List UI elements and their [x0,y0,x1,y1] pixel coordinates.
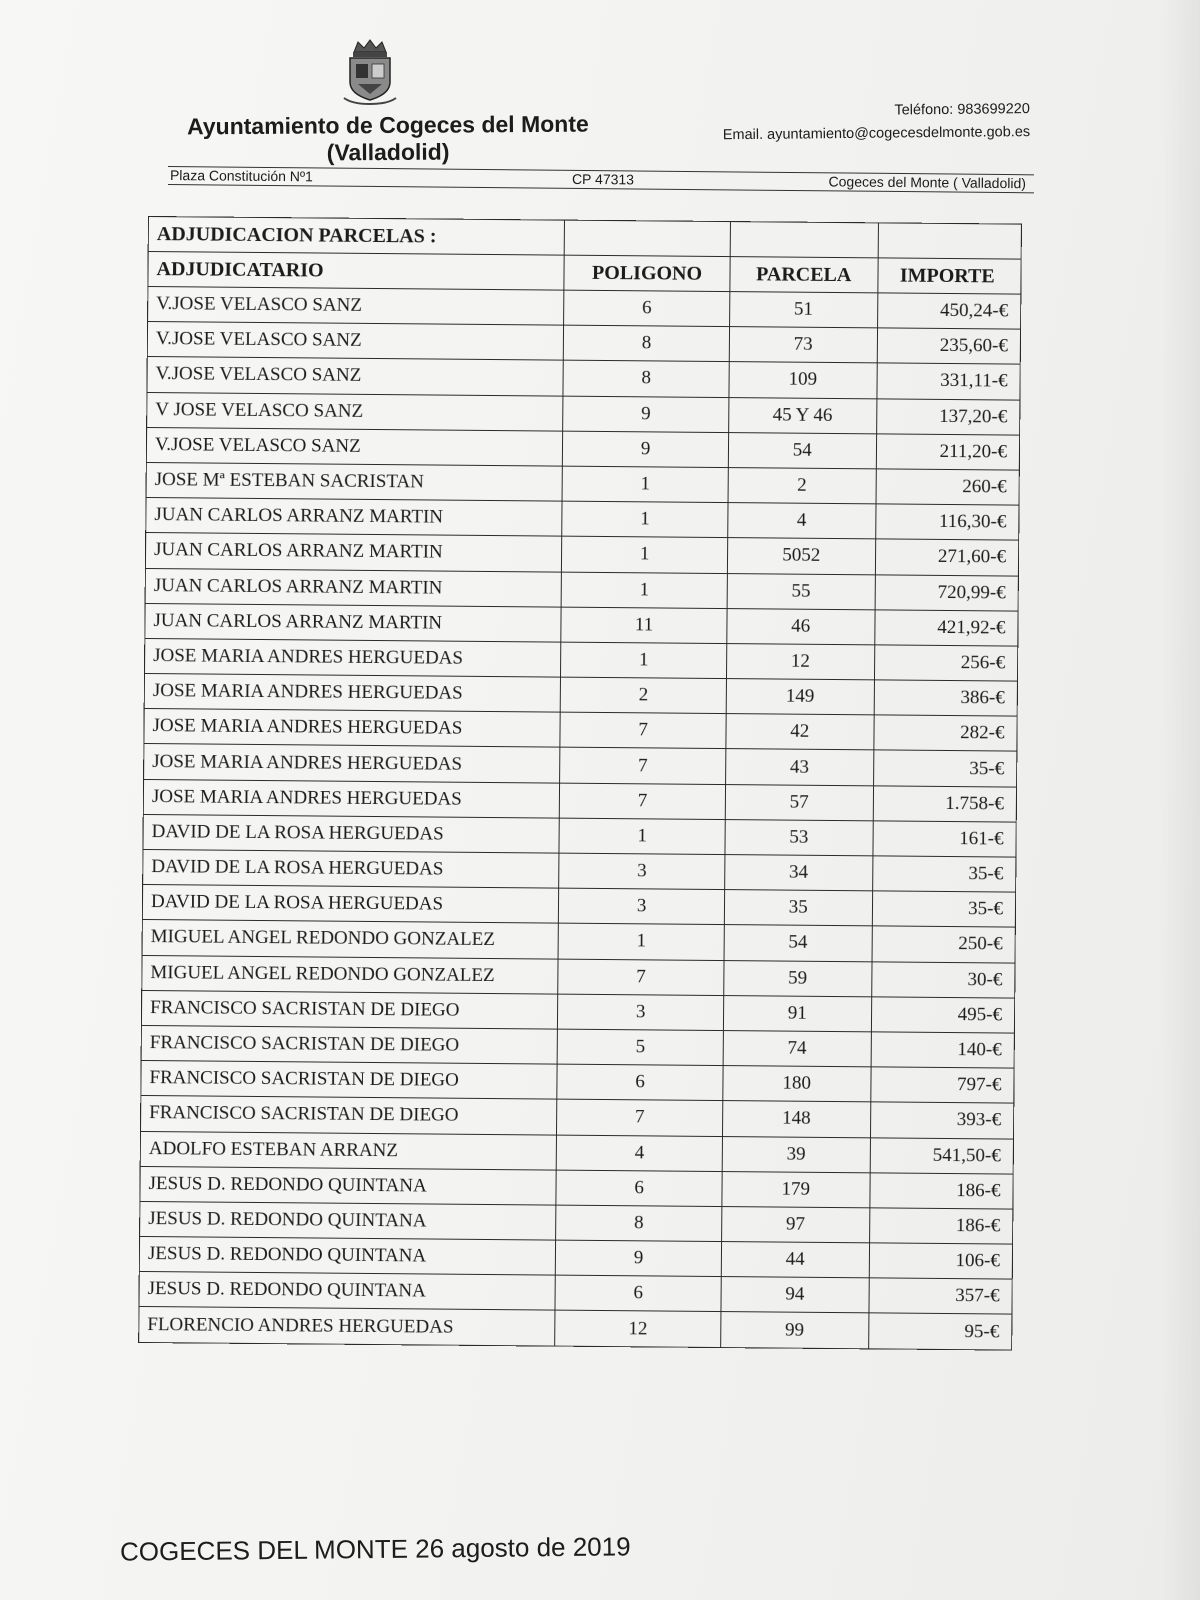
coat-of-arms-icon [338,38,402,106]
cell-poligono: 11 [561,607,727,644]
header-adjudicatario: ADJUDICATARIO [148,252,564,291]
cell-importe: 95-€ [868,1313,1012,1349]
cell-poligono: 7 [558,959,724,996]
cell-poligono: 1 [561,642,727,679]
cell-parcela: 99 [721,1312,869,1348]
page-shadow [1160,0,1200,1600]
cell-adjudicatario: FRANCISCO SACRISTAN DE DIEGO [141,990,557,1029]
place-and-date: COGECES DEL MONTE 26 agosto de 2019 [119,1531,631,1567]
cell-adjudicatario: FLORENCIO ANDRES HERGUEDAS [139,1307,555,1346]
cell-importe: 450,24-€ [877,293,1021,329]
cell-parcela: 39 [722,1136,870,1172]
cell-importe: 161-€ [872,821,1016,857]
cell-poligono: 1 [562,466,728,503]
cell-adjudicatario: FRANCISCO SACRISTAN DE DIEGO [141,1061,557,1100]
cell-importe: 35-€ [872,891,1016,927]
cell-adjudicatario: MIGUEL ANGEL REDONDO GONZALEZ [142,920,558,959]
cell-adjudicatario: DAVID DE LA ROSA HERGUEDAS [143,814,559,853]
cell-parcela: 5052 [727,538,875,574]
cell-poligono: 6 [555,1275,721,1312]
cell-parcela: 94 [721,1277,869,1313]
cell-parcela: 149 [726,679,874,715]
header-importe: IMPORTE [877,258,1021,294]
cell-adjudicatario: JUAN CARLOS ARRANZ MARTIN [145,533,561,572]
cell-parcela: 148 [722,1101,870,1137]
cell-poligono: 8 [556,1205,722,1242]
cell-poligono: 7 [560,748,726,785]
cell-importe: 393-€ [870,1102,1014,1138]
cell-poligono: 4 [556,1135,722,1172]
cell-adjudicatario: FRANCISCO SACRISTAN DE DIEGO [141,1096,557,1135]
cell-adjudicatario: JESUS D. REDONDO QUINTANA [139,1272,555,1311]
cell-importe: 256-€ [874,645,1018,681]
cell-adjudicatario: JOSE Mª ESTEBAN SACRISTAN [146,462,562,501]
cell-adjudicatario: V.JOSE VELASCO SANZ [147,322,563,361]
cell-poligono: 1 [562,501,728,538]
cell-importe: 541,50-€ [870,1137,1014,1173]
cell-poligono: 7 [557,1099,723,1136]
cell-parcela: 109 [729,362,877,398]
cell-poligono: 8 [563,361,729,398]
org-name-line2: (Valladolid) [326,138,450,166]
cell-parcela: 51 [730,292,878,328]
cell-parcela: 4 [728,503,876,539]
cell-importe: 260-€ [876,469,1020,505]
street-address: Plaza Constitución Nº1 [169,167,313,185]
cell-parcela: 44 [721,1242,869,1278]
cell-parcela: 57 [725,784,873,820]
header-poligono: POLIGONO [564,255,730,291]
cell-adjudicatario: FRANCISCO SACRISTAN DE DIEGO [141,1025,557,1064]
cell-adjudicatario: V.JOSE VELASCO SANZ [147,357,563,396]
adjudication-table [138,216,1022,1350]
cell-parcela: 54 [724,925,872,961]
cell-poligono: 3 [558,994,724,1031]
cell-parcela: 35 [724,890,872,926]
cell-importe: 495-€ [871,997,1015,1033]
cell-adjudicatario: V.JOSE VELASCO SANZ [148,287,564,326]
cell-adjudicatario: JOSE MARIA ANDRES HERGUEDAS [145,638,561,677]
cell-poligono: 7 [560,712,726,749]
cell-importe: 235,60-€ [877,328,1021,364]
cell-adjudicatario: JESUS D. REDONDO QUINTANA [140,1201,556,1240]
cell-adjudicatario: JUAN CARLOS ARRANZ MARTIN [146,498,562,537]
empty-cell [564,220,730,256]
cell-poligono: 1 [561,572,727,609]
cell-adjudicatario: V.JOSE VELASCO SANZ [146,427,562,466]
cell-importe: 106-€ [869,1243,1013,1279]
cell-importe: 186-€ [869,1208,1013,1244]
cell-poligono: 3 [559,853,725,890]
cell-adjudicatario: JOSE MARIA ANDRES HERGUEDAS [144,709,560,748]
cell-importe: 331,11-€ [876,363,1020,399]
cell-adjudicatario: JOSE MARIA ANDRES HERGUEDAS [144,674,560,713]
cell-parcela: 42 [726,714,874,750]
cell-poligono: 1 [562,536,728,573]
table-title: ADJUDICACION PARCELAS : [148,217,564,256]
adjudication-table-wrapper [138,216,1120,1351]
cell-importe: 35-€ [872,856,1016,892]
city-name: Cogeces del Monte ( Valladolid) [828,173,1027,192]
cell-adjudicatario: JUAN CARLOS ARRANZ MARTIN [145,568,561,607]
cell-importe: 271,60-€ [875,539,1019,575]
cell-parcela: 179 [722,1171,870,1207]
cell-parcela: 12 [726,643,874,679]
cell-adjudicatario: JESUS D. REDONDO QUINTANA [140,1166,556,1205]
cell-poligono: 8 [563,325,729,362]
email-text: Email. ayuntamiento@cogecesdelmonte.gob.es [722,124,1031,144]
cell-importe: 211,20-€ [876,434,1020,470]
header-parcela: PARCELA [730,257,878,293]
cell-poligono: 12 [555,1311,721,1348]
cell-importe: 282-€ [873,715,1017,751]
cell-importe: 30-€ [871,961,1015,997]
cell-parcela: 43 [726,749,874,785]
cell-importe: 140-€ [871,1032,1015,1068]
table-row [139,1307,1012,1350]
cell-importe: 720,99-€ [875,574,1019,610]
cell-importe: 186-€ [869,1173,1013,1209]
org-name-line1: Ayuntamiento de Cogeces del Monte [186,110,589,140]
cell-adjudicatario: DAVID DE LA ROSA HERGUEDAS [142,885,558,924]
cell-importe: 116,30-€ [875,504,1019,540]
cell-poligono: 6 [564,290,730,327]
cell-importe: 137,20-€ [876,398,1020,434]
cell-parcela: 59 [724,960,872,996]
cell-poligono: 5 [557,1029,723,1066]
cell-importe: 386-€ [874,680,1018,716]
cell-parcela: 54 [728,432,876,468]
cell-poligono: 2 [560,677,726,714]
cell-poligono: 6 [556,1170,722,1207]
cell-adjudicatario: JOSE MARIA ANDRES HERGUEDAS [143,779,559,818]
cell-parcela: 2 [728,468,876,504]
cell-poligono: 3 [558,888,724,925]
cell-parcela: 46 [727,608,875,644]
cell-parcela: 34 [725,855,873,891]
cell-parcela: 74 [723,1030,871,1066]
empty-cell [878,223,1022,259]
cell-adjudicatario: JOSE MARIA ANDRES HERGUEDAS [144,744,560,783]
cell-importe: 797-€ [870,1067,1014,1103]
cell-poligono: 6 [557,1064,723,1101]
cell-importe: 357-€ [868,1278,1012,1314]
cell-poligono: 1 [558,923,724,960]
cell-adjudicatario: ADOLFO ESTEBAN ARRANZ [140,1131,556,1170]
cell-parcela: 53 [725,819,873,855]
contact-block [660,98,1030,148]
postal-code: CP 47313 [571,170,635,188]
cell-parcela: 97 [722,1206,870,1242]
cell-poligono: 7 [559,783,725,820]
cell-parcela: 91 [723,995,871,1031]
cell-parcela: 55 [727,573,875,609]
cell-adjudicatario: DAVID DE LA ROSA HERGUEDAS [143,849,559,888]
cell-adjudicatario: V JOSE VELASCO SANZ [147,392,563,431]
cell-poligono: 9 [555,1240,721,1277]
organization-name [168,110,608,167]
cell-importe: 1.758-€ [873,785,1017,821]
empty-cell [730,222,878,258]
cell-importe: 421,92-€ [874,610,1018,646]
cell-parcela: 73 [729,327,877,363]
cell-poligono: 1 [559,818,725,855]
cell-parcela: 180 [723,1066,871,1102]
cell-adjudicatario: MIGUEL ANGEL REDONDO GONZALEZ [142,955,558,994]
cell-poligono: 9 [562,431,728,468]
phone-text: Teléfono: 983699220 [894,101,1030,119]
cell-adjudicatario: JUAN CARLOS ARRANZ MARTIN [145,603,561,642]
cell-parcela: 45 Y 46 [729,397,877,433]
cell-importe: 35-€ [873,750,1017,786]
address-line [170,167,1036,193]
cell-poligono: 9 [563,396,729,433]
cell-importe: 250-€ [872,926,1016,962]
cell-adjudicatario: JESUS D. REDONDO QUINTANA [139,1237,555,1276]
